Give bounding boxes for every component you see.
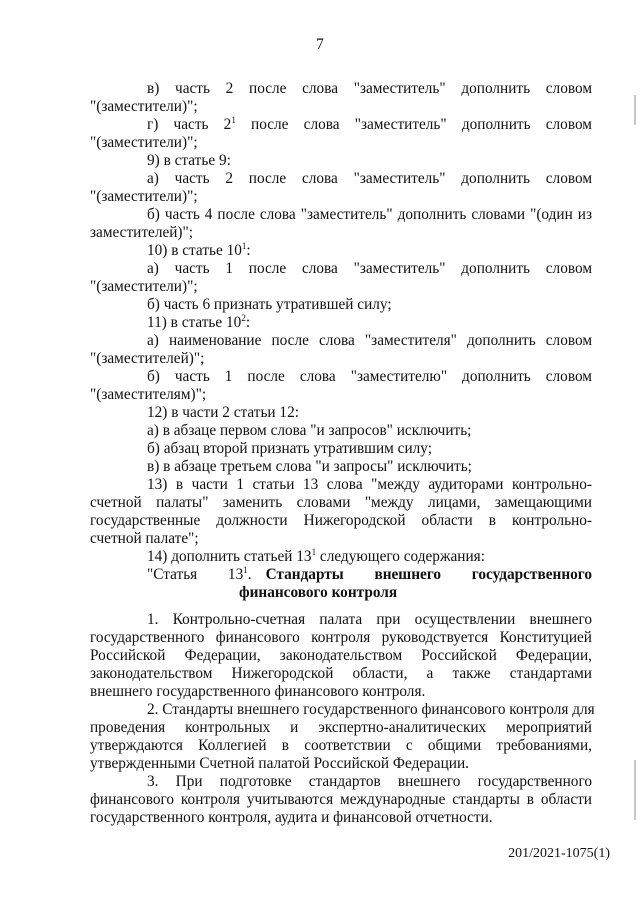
- text-line: а) часть 1 после слова "заместитель" дополнить словом: [147, 260, 592, 277]
- text-line: счетной палаты" заменить словами "между лицами, замещающими: [90, 494, 592, 511]
- text-fragment: 11) в статье 10: [147, 314, 242, 331]
- article-label: "Статья $13^1$.: [147, 565, 252, 583]
- body-line: законодательством Нижегородской области, а также стандартами: [90, 665, 592, 682]
- text-fragment: 10) в статье 10: [147, 242, 242, 259]
- text-line: [147, 115, 592, 135]
- body-line: 3. При подготовке стандартов внешнего государственного: [147, 773, 592, 790]
- text-line: б) часть 6 признать утратившей силу;: [147, 296, 392, 313]
- body-line: государственного финансового контроля руководствуется Конституцией: [90, 629, 592, 646]
- text-line: [147, 547, 592, 567]
- body-line: внешнего государственного финансового контроля.: [90, 683, 426, 700]
- text-line: "(заместители)";: [90, 278, 198, 295]
- text-line: 13) в части 1 статьи 13 слова "между аудиторами контрольно-: [147, 476, 592, 493]
- article-heading: [147, 565, 592, 585]
- page-number: 7: [316, 36, 324, 53]
- superscript: 1: [241, 241, 247, 251]
- text-line: в) часть 2 после слова "заместитель" дополнить словом: [147, 80, 592, 97]
- superscript: 2: [241, 313, 246, 323]
- body-line: проведения контрольных и экспертно-аналитических мероприятий: [90, 719, 592, 736]
- superscript: 1: [231, 115, 236, 125]
- text-line: а) наименование после слова "заместителя" дополнить словом: [147, 332, 592, 349]
- text-line: заместителей)";: [90, 224, 194, 241]
- text-line: б) часть 1 после слова "заместителю" дополнить словом: [147, 368, 592, 385]
- text-line: счетной палате";: [90, 530, 199, 547]
- body-line: утверждаются Коллегией в соответствии с общими требованиями,: [90, 737, 592, 754]
- superscript: 1: [243, 565, 248, 575]
- body-line: 2. Стандарты внешнего государственного финансового контроля для: [147, 701, 595, 718]
- body-line: Российской Федерации, законодательством Российской Федерации,: [90, 647, 592, 664]
- article-title-line-1: Стандарты внешнего государственного: [265, 566, 592, 583]
- text-fragment: 14) дополнить статьей 13: [147, 548, 312, 565]
- text-line: б) часть 4 после слова "заместитель" дополнить словами "(один из: [147, 206, 592, 223]
- body-line: государственного контроля, аудита и финансовой отчетности.: [90, 809, 493, 826]
- body-line: утвержденными Счетной палатой Российской Федерации.: [90, 755, 469, 772]
- scan-edge-mark: [634, 760, 636, 820]
- body-line: 1. Контрольно-счетная палата при осуществлении внешнего: [147, 611, 592, 628]
- superscript: 1: [311, 547, 317, 557]
- scan-edge-mark: [634, 95, 636, 125]
- text-line: а) часть 2 после слова "заместитель" дополнить словом: [147, 170, 592, 187]
- text-line: "(заместители)";: [90, 98, 198, 115]
- text-line: "(заместителей)";: [90, 350, 205, 367]
- text-line: [147, 241, 592, 261]
- text-line: в) в абзаце третьем слова "и запросы" исключить;: [147, 458, 472, 475]
- text-line: [147, 313, 592, 333]
- document-code: 201/2021-1075(1): [508, 846, 610, 861]
- text-line: "(заместители)";: [90, 188, 198, 205]
- article-title-line-2: финансового контроля: [239, 584, 398, 601]
- text-line: 9) в статье 9:: [147, 152, 231, 169]
- text-line: а) в абзаце первом слова "и запросов" исключить;: [147, 422, 472, 439]
- text-fragment: г) часть 2: [147, 116, 232, 133]
- text-line: государственные должности Нижегородской области в контрольно-: [90, 512, 592, 529]
- text-fragment: следующего содержания:: [316, 548, 485, 565]
- text-fragment: :: [245, 314, 251, 331]
- text-line: "(заместителям)";: [90, 386, 207, 403]
- body-line: финансового контроля учитываются международные стандарты в области: [90, 791, 592, 808]
- text-fragment: после слова "заместитель" дополнить словом: [235, 116, 592, 133]
- text-line: 12) в части 2 статьи 12:: [147, 404, 299, 421]
- text-line: "(заместители)";: [90, 134, 198, 151]
- text-fragment: :: [246, 242, 251, 259]
- text-line: б) абзац второй признать утратившим силу;: [147, 440, 432, 457]
